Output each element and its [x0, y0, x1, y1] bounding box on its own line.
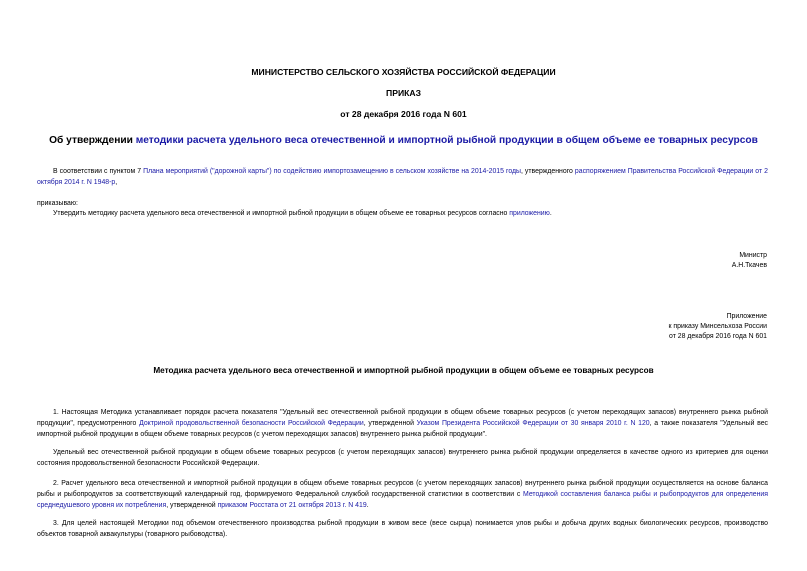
- preamble-paragraph: [37, 166, 768, 188]
- appendix-order-date: от 28 декабря 2016 года N 601: [669, 333, 767, 340]
- presidential-decree-link[interactable]: Указом Президента Российской Федерации от 30 января 2010 г. N 120: [416, 420, 650, 427]
- preamble-text-3: ,: [115, 179, 118, 186]
- methodology-paragraph-4: 3. Для целей настоящей Методики под объемом отечественного производства рыбной продукции в живом весе (весе сырца) понимается улов рыбы и добыча других водных биологических ресурсов, производство объектов товарной аквакультуры (товарного рыбоводства).: [37, 520, 768, 538]
- methodology-title: Методика расчета удельного веса отечественной и импортной рыбной продукции в общем объеме ее товарных ресурсов: [153, 366, 654, 375]
- order-approve-paragraph: [37, 208, 768, 219]
- signature-position: Министр: [739, 252, 767, 259]
- order-date-number: от 28 декабря 2016 года N 601: [340, 109, 467, 119]
- order-title: [0, 135, 807, 146]
- appendix-label: Приложение: [726, 313, 767, 320]
- m-p3-text-1: 2. Расчет удельного веса отечественной и импортной рыбной продукции в общем объеме товарных ресурсов (с учетом переходящих запасов) внутреннего рынка рыбной продукции осуществляется на основе баланса рыбы и рыбопродуктов за соответствующий календарный год, формируемого Федеральной службой государственной статистики в соответствии с: [37, 480, 768, 498]
- signature-block: [732, 251, 767, 271]
- appendix-block: [668, 312, 767, 342]
- m-p1-text-1: 1. Настоящая Методика устанавливает порядок расчета показателя "Удельный вес отечественной рыбной продукции в общем объеме товарных ресурсов (с учетом переходящих запасов) внутреннего рынка рыбной продукции", предусмотренного: [37, 409, 768, 427]
- order-type-heading: ПРИКАЗ: [386, 88, 421, 98]
- appendix-order-ref: к приказу Минсельхоза России: [668, 323, 767, 330]
- signature-name: А.Н.Ткачев: [731, 262, 767, 269]
- ministry-header: МИНИСТЕРСТВО СЕЛЬСКОГО ХОЗЯЙСТВА РОССИЙСКОЙ ФЕДЕРАЦИИ: [251, 67, 556, 77]
- preamble-text-1: В соответствии с пунктом 7: [53, 168, 144, 175]
- food-security-doctrine-link[interactable]: Доктриной продовольственной безопасности Российской Федерации: [139, 420, 364, 427]
- appendix-link[interactable]: приложению: [509, 210, 550, 217]
- m-p3-text-3: .: [366, 502, 369, 509]
- order-word: приказываю:: [37, 200, 78, 207]
- order-title-prefix: Об утверждении: [49, 135, 136, 146]
- government-decree-link[interactable]: распоряжением Правительства Российской Федерации от 2 октября 2014 г. N 1948-р: [37, 168, 768, 186]
- methodology-paragraph-3: [37, 478, 768, 511]
- fish-balance-methodology-link[interactable]: Методикой составления баланса рыбы и рыбопродуктов для определения среднедушевого уровня их потребления: [37, 491, 768, 509]
- roadmap-plan-link[interactable]: Плана мероприятий ("дорожной карты") по содействию импортозамещению в сельском хозяйстве на 2014-2015 годы: [143, 168, 521, 175]
- order-approve-text: Утвердить методику расчета удельного веса отечественной и импортной рыбной продукции в общем объеме ее товарных ресурсов согласно: [53, 210, 510, 217]
- m-p1-text-2: , утвержденной: [363, 420, 417, 427]
- m-p3-text-2: , утвержденной: [166, 502, 218, 509]
- order-approve-end: .: [549, 210, 552, 217]
- m-p1-text-3: , а также показателя "Удельный вес импортной рыбной продукции в общем объеме товарных ресурсов (с учетом переходящих запасов) внутреннего рынка рыбной продукции".: [37, 420, 768, 438]
- methodology-paragraph-2: Удельный вес отечественной рыбной продукции в общем объеме товарных ресурсов (с учетом переходящих запасов) внутреннего рынка рыбной продукции определяется в качестве одного из критериев для оценки состояния продовольственной безопасности Российской Федерации.: [37, 449, 768, 467]
- preamble-text-2: , утвержденного: [521, 168, 575, 175]
- methodology-paragraph-1: [37, 407, 768, 440]
- rosstat-order-link[interactable]: приказом Росстата от 21 октября 2013 г. N 419: [217, 502, 367, 509]
- methodology-title-link[interactable]: методики расчета удельного веса отечественной и импортной рыбной продукции в общем объеме ее товарных ресурсов: [135, 135, 758, 146]
